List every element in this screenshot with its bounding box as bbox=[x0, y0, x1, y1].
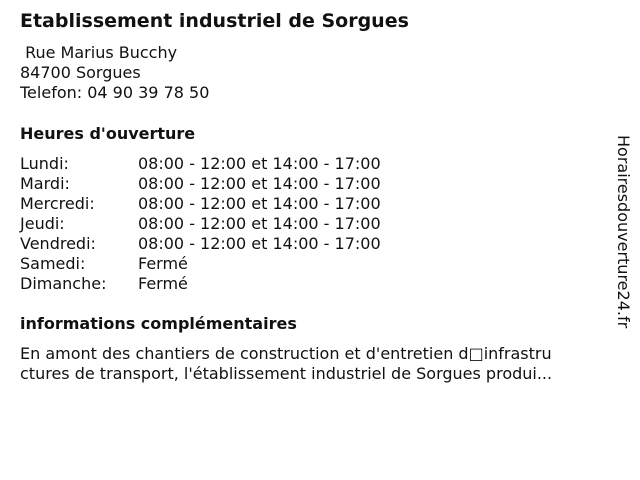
hours-value: Fermé bbox=[138, 274, 188, 293]
watermark-text: Horairesdouverture24.fr bbox=[614, 135, 633, 329]
city: 84700 Sorgues bbox=[20, 63, 141, 82]
day-label: Samedi: bbox=[20, 254, 86, 273]
day-label: Mercredi: bbox=[20, 194, 95, 213]
hours-value: 08:00 - 12:00 et 14:00 - 17:00 bbox=[138, 174, 381, 193]
description-line: ctures de transport, l'établissement industriel de Sorgues produi... bbox=[20, 364, 553, 383]
hours-value: 08:00 - 12:00 et 14:00 - 17:00 bbox=[138, 194, 381, 213]
street-address: Rue Marius Bucchy bbox=[20, 43, 178, 62]
opening-hours-heading: Heures d'ouverture bbox=[20, 124, 196, 143]
additional-info-heading: informations complémentaires bbox=[20, 314, 297, 333]
additional-info-text bbox=[20, 344, 610, 384]
address-block bbox=[20, 43, 209, 103]
hours-value: Fermé bbox=[138, 254, 188, 273]
day-label: Jeudi: bbox=[20, 214, 65, 233]
hours-value: 08:00 - 12:00 et 14:00 - 17:00 bbox=[138, 214, 381, 233]
watermark bbox=[613, 135, 633, 375]
hours-value: 08:00 - 12:00 et 14:00 - 17:00 bbox=[138, 154, 381, 173]
day-label: Mardi: bbox=[20, 174, 70, 193]
description-line: En amont des chantiers de construction et d'entretien d□infrastru bbox=[20, 344, 552, 363]
day-label: Lundi: bbox=[20, 154, 69, 173]
day-label: Dimanche: bbox=[20, 274, 107, 293]
day-label: Vendredi: bbox=[20, 234, 96, 253]
phone-number: Telefon: 04 90 39 78 50 bbox=[20, 83, 210, 102]
business-name: Etablissement industriel de Sorgues bbox=[20, 10, 409, 32]
hours-value: 08:00 - 12:00 et 14:00 - 17:00 bbox=[138, 234, 381, 253]
